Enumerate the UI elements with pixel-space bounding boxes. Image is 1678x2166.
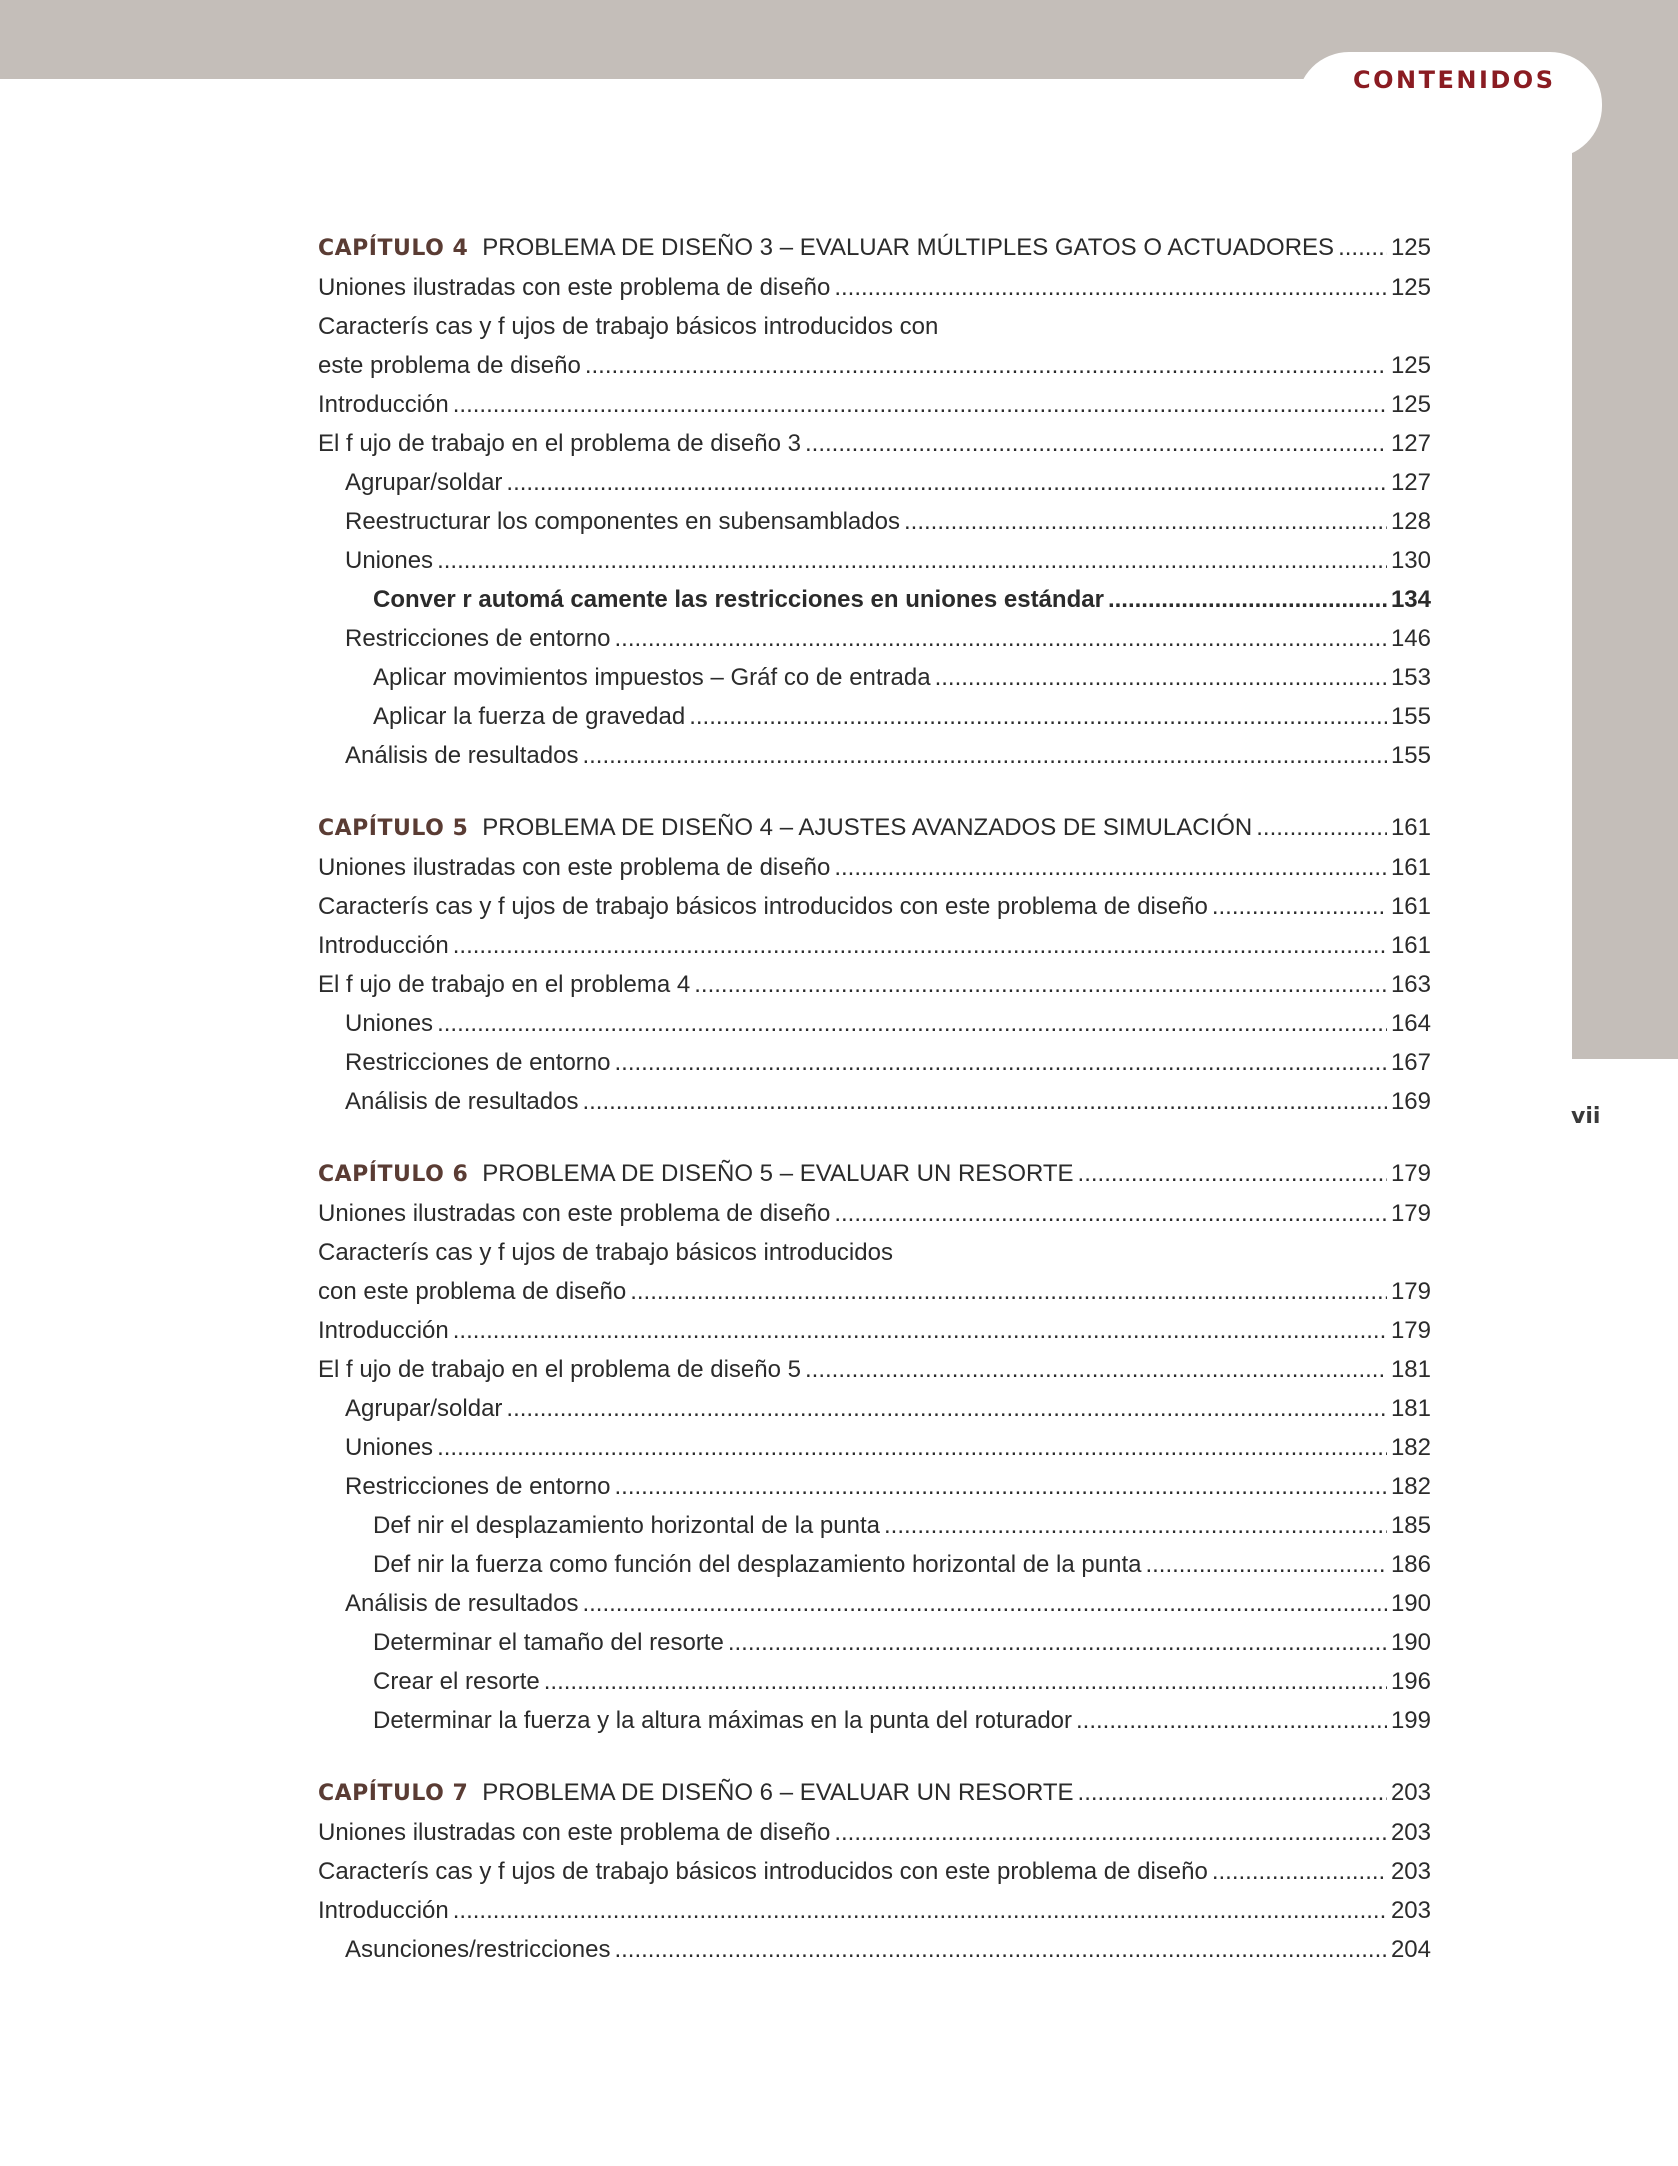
toc-entry-page: 127: [1390, 430, 1431, 457]
toc-entry: [318, 1584, 1431, 1623]
toc-entry-title: El f ujo de trabajo en el problema 4: [318, 971, 691, 998]
dot-leader: [834, 1813, 1387, 1852]
toc-entry-page: 164: [1390, 1010, 1431, 1037]
toc-entry: [318, 736, 1431, 775]
toc-entry-title: Análisis de resultados: [345, 742, 579, 769]
dot-leader: [689, 697, 1387, 736]
toc-entry-page: 181: [1390, 1395, 1431, 1422]
toc-entry-title: El f ujo de trabajo en el problema de diseño 5: [318, 1356, 801, 1383]
toc-entry-title: Introducción: [318, 932, 449, 959]
chapter-label: CAPÍTULO 7: [318, 1781, 469, 1806]
toc-entry-title: PROBLEMA DE DISEÑO 3 – EVALUAR MÚLTIPLES GATOS O ACTUADORES: [482, 234, 1335, 261]
toc-entry: [318, 580, 1431, 619]
toc-entry-title: Asunciones/restricciones: [345, 1936, 611, 1963]
dot-leader: [453, 1891, 1387, 1930]
toc-entry-title: PROBLEMA DE DISEÑO 5 – EVALUAR UN RESORTE: [482, 1160, 1074, 1187]
dot-leader: [805, 1350, 1387, 1389]
chapter-label: CAPÍTULO 4: [318, 236, 469, 261]
dot-leader: [1212, 1852, 1387, 1891]
dot-leader: [904, 502, 1387, 541]
toc-chapter-entry: [318, 1154, 1431, 1194]
toc-entry-page: 179: [1390, 1317, 1431, 1344]
dot-leader: [582, 1082, 1386, 1121]
page-number: vii: [1571, 1104, 1601, 1129]
toc-entry: [318, 346, 1431, 385]
toc-entry: [318, 1350, 1431, 1389]
toc-entry-title: PROBLEMA DE DISEÑO 6 – EVALUAR UN RESORTE: [482, 1779, 1074, 1806]
toc-entry: [318, 1467, 1431, 1506]
toc-entry-title: Introducción: [318, 391, 449, 418]
dot-leader: [582, 736, 1386, 775]
toc-entry: [318, 1004, 1431, 1043]
toc-entry-title: Caracterís cas y f ujos de trabajo básicos introducidos con este problema de diseño: [318, 1858, 1208, 1885]
dot-leader: [1076, 1701, 1387, 1740]
section-label: CONTENIDOS: [1353, 66, 1556, 94]
toc-entry-page: 203: [1390, 1819, 1431, 1846]
toc-chapter-entry: [318, 808, 1431, 848]
toc-entry-title: PROBLEMA DE DISEÑO 4 – AJUSTES AVANZADOS DE SIMULACIÓN: [482, 814, 1253, 841]
toc-entry: [318, 1194, 1431, 1233]
toc-entry-page: 182: [1390, 1473, 1431, 1500]
toc-entry-page: 179: [1390, 1160, 1431, 1187]
dot-leader: [585, 346, 1387, 385]
toc-entry: [318, 1813, 1431, 1852]
dot-leader: [728, 1623, 1387, 1662]
toc-entry-title: Agrupar/soldar: [345, 469, 503, 496]
toc-entry: [318, 1852, 1431, 1891]
toc-entry-title: Uniones: [345, 1434, 434, 1461]
toc-entry: [318, 697, 1431, 736]
toc-entry: [318, 1662, 1431, 1701]
dot-leader: [884, 1506, 1387, 1545]
toc-entry-title: Crear el resorte: [373, 1668, 540, 1695]
toc-entry-page: 153: [1390, 664, 1431, 691]
dot-leader: [1256, 808, 1387, 848]
toc-entry-page: 146: [1390, 625, 1431, 652]
toc-entry: [318, 268, 1431, 307]
dot-leader: [630, 1272, 1387, 1311]
toc-entry: [318, 385, 1431, 424]
chapter-label: CAPÍTULO 6: [318, 1162, 469, 1187]
toc-entry-page: 181: [1390, 1356, 1431, 1383]
toc-entry-page: 179: [1390, 1200, 1431, 1227]
toc-entry: [318, 541, 1431, 580]
dot-leader: [437, 541, 1387, 580]
toc-entry-page: 161: [1390, 854, 1431, 881]
toc-entry: [318, 926, 1431, 965]
toc-entry: [318, 965, 1431, 1004]
toc-entry-page: 161: [1390, 893, 1431, 920]
dot-leader: [437, 1428, 1387, 1467]
toc-entry-page: 161: [1390, 932, 1431, 959]
dot-leader: [805, 424, 1387, 463]
toc-entry-title: Restricciones de entorno: [345, 1473, 611, 1500]
toc-entry: [318, 1623, 1431, 1662]
dot-leader: [437, 1004, 1387, 1043]
toc-entry-title: Introducción: [318, 1897, 449, 1924]
toc-entry-title: Uniones ilustradas con este problema de diseño: [318, 854, 831, 881]
toc-entry-page: 125: [1390, 352, 1431, 379]
toc-entry-title: Caracterís cas y f ujos de trabajo básicos introducidos con: [318, 313, 939, 340]
toc-entry: [318, 1233, 1431, 1272]
dot-leader: [614, 1467, 1386, 1506]
toc-entry-page: 186: [1390, 1551, 1431, 1578]
dot-leader: [614, 1043, 1386, 1082]
toc-entry-title: Def nir el desplazamiento horizontal de la punta: [373, 1512, 880, 1539]
toc-entry-title: Introducción: [318, 1317, 449, 1344]
dot-leader: [935, 658, 1387, 697]
toc-entry-title: este problema de diseño: [318, 352, 581, 379]
toc-entry-page: 179: [1390, 1278, 1431, 1305]
toc-entry-title: Agrupar/soldar: [345, 1395, 503, 1422]
dot-leader: [544, 1662, 1387, 1701]
toc-entry-title: Restricciones de entorno: [345, 1049, 611, 1076]
toc-entry-title: Restricciones de entorno: [345, 625, 611, 652]
dot-leader: [506, 1389, 1387, 1428]
toc-entry-page: 204: [1390, 1936, 1431, 1963]
toc-entry-page: 161: [1390, 814, 1431, 841]
side-band: [1572, 79, 1678, 1059]
toc-entry: [318, 424, 1431, 463]
dot-leader: [1212, 887, 1387, 926]
toc-entry-title: Aplicar movimientos impuestos – Gráf co de entrada: [373, 664, 931, 691]
toc-entry: [318, 1272, 1431, 1311]
toc-entry-page: 128: [1390, 508, 1431, 535]
toc-entry: [318, 463, 1431, 502]
dot-leader: [582, 1584, 1386, 1623]
toc-entry: [318, 1545, 1431, 1584]
toc-entry-title: Uniones: [345, 1010, 434, 1037]
toc-chapter-entry: [318, 228, 1431, 268]
toc-entry-title: Def nir la fuerza como función del desplazamiento horizontal de la punta: [373, 1551, 1142, 1578]
toc-entry: [318, 1043, 1431, 1082]
toc-entry-title: Caracterís cas y f ujos de trabajo básicos introducidos: [318, 1239, 893, 1266]
toc-entry-title: Reestructurar los componentes en subensamblados: [345, 508, 900, 535]
toc-entry: [318, 619, 1431, 658]
dot-leader: [1078, 1154, 1387, 1194]
dot-leader: [834, 1194, 1387, 1233]
toc-entry-title: Aplicar la fuerza de gravedad: [373, 703, 686, 730]
toc-entry-page: 155: [1390, 742, 1431, 769]
toc-entry: [318, 1311, 1431, 1350]
toc-entry-page: 190: [1390, 1629, 1431, 1656]
toc-entry-page: 125: [1390, 274, 1431, 301]
table-of-contents: [318, 228, 1431, 1969]
toc-entry: [318, 502, 1431, 541]
toc-entry: [318, 1891, 1431, 1930]
toc-entry-page: 169: [1390, 1088, 1431, 1115]
toc-entry-title: con este problema de diseño: [318, 1278, 627, 1305]
toc-entry: [318, 658, 1431, 697]
toc-chapter-entry: [318, 1773, 1431, 1813]
toc-entry: [318, 1082, 1431, 1121]
toc-entry: [318, 307, 1431, 346]
toc-entry-page: 125: [1390, 234, 1431, 261]
toc-entry-page: 203: [1390, 1858, 1431, 1885]
dot-leader: [506, 463, 1387, 502]
dot-leader: [694, 965, 1387, 1004]
toc-entry-title: Análisis de resultados: [345, 1590, 579, 1617]
toc-entry: [318, 848, 1431, 887]
toc-entry-page: 196: [1390, 1668, 1431, 1695]
toc-entry-page: 134: [1390, 586, 1431, 613]
toc-entry-page: 190: [1390, 1590, 1431, 1617]
dot-leader: [614, 619, 1386, 658]
toc-entry-page: 125: [1390, 391, 1431, 418]
toc-entry-page: 155: [1390, 703, 1431, 730]
toc-entry-title: Caracterís cas y f ujos de trabajo básicos introducidos con este problema de diseño: [318, 893, 1208, 920]
toc-entry-title: Análisis de resultados: [345, 1088, 579, 1115]
dot-leader: [1108, 580, 1387, 619]
toc-entry-page: 167: [1390, 1049, 1431, 1076]
toc-entry-page: 203: [1390, 1779, 1431, 1806]
dot-leader: [834, 268, 1387, 307]
toc-entry: [318, 887, 1431, 926]
toc-entry-page: 203: [1390, 1897, 1431, 1924]
toc-entry: [318, 1701, 1431, 1740]
toc-entry-title: Uniones: [345, 547, 434, 574]
dot-leader: [614, 1930, 1387, 1969]
toc-entry-page: 185: [1390, 1512, 1431, 1539]
dot-leader: [453, 385, 1387, 424]
toc-entry: [318, 1930, 1431, 1969]
toc-entry-page: 130: [1390, 547, 1431, 574]
dot-leader: [1078, 1773, 1387, 1813]
dot-leader: [1338, 228, 1387, 268]
dot-leader: [453, 926, 1387, 965]
toc-entry: [318, 1428, 1431, 1467]
dot-leader: [453, 1311, 1387, 1350]
toc-entry-page: 127: [1390, 469, 1431, 496]
dot-leader: [834, 848, 1387, 887]
dot-leader: [1145, 1545, 1386, 1584]
toc-entry-title: Conver r automá camente las restricciones en uniones estándar: [373, 586, 1104, 613]
toc-entry: [318, 1506, 1431, 1545]
toc-entry-title: Uniones ilustradas con este problema de diseño: [318, 274, 831, 301]
toc-entry: [318, 1389, 1431, 1428]
toc-entry-title: El f ujo de trabajo en el problema de diseño 3: [318, 430, 801, 457]
toc-entry-page: 182: [1390, 1434, 1431, 1461]
toc-entry-page: 163: [1390, 971, 1431, 998]
toc-entry-title: Uniones ilustradas con este problema de diseño: [318, 1200, 831, 1227]
toc-entry-title: Determinar la fuerza y la altura máximas en la punta del roturador: [373, 1707, 1072, 1734]
toc-entry-page: 199: [1390, 1707, 1431, 1734]
toc-entry-title: Uniones ilustradas con este problema de diseño: [318, 1819, 831, 1846]
toc-entry-title: Determinar el tamaño del resorte: [373, 1629, 724, 1656]
chapter-label: CAPÍTULO 5: [318, 816, 469, 841]
